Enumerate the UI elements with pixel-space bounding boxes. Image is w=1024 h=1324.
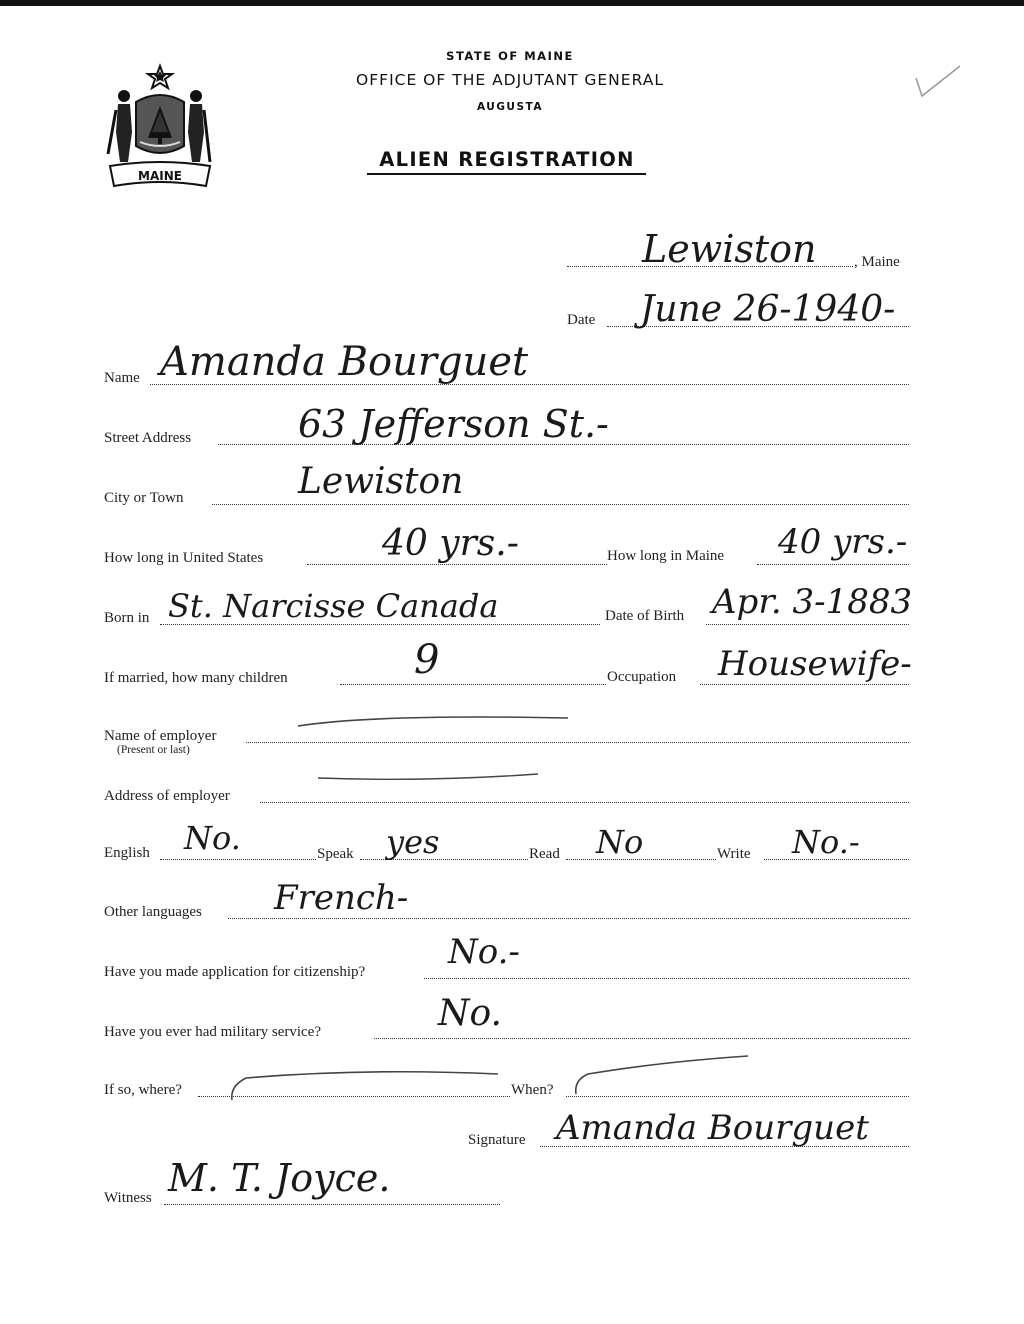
citizenship-value: No.- bbox=[448, 932, 520, 972]
write-value: No.- bbox=[792, 823, 860, 861]
military-value: No. bbox=[438, 993, 502, 1034]
children-value: 9 bbox=[414, 637, 440, 683]
citizenship-label: Have you made application for citizenship? bbox=[104, 964, 366, 980]
witness-label: Witness bbox=[104, 1190, 152, 1206]
occupation-value: Housewife- bbox=[718, 644, 912, 684]
read-value: No bbox=[596, 823, 644, 861]
write-label: Write bbox=[717, 846, 751, 862]
place-value: Lewiston bbox=[642, 227, 817, 271]
employer-address-label: Address of employer bbox=[104, 788, 230, 804]
english-label: English bbox=[104, 845, 150, 861]
city-label: City or Town bbox=[104, 490, 184, 506]
military-line bbox=[374, 1038, 909, 1039]
read-label: Read bbox=[529, 846, 560, 862]
occupation-label: Occupation bbox=[607, 669, 677, 685]
other-languages-label: Other languages bbox=[104, 904, 202, 920]
children-line bbox=[340, 684, 606, 685]
title-underline bbox=[367, 173, 646, 175]
speak-value: yes bbox=[386, 823, 440, 861]
signature-value: Amanda Bourguet bbox=[556, 1108, 869, 1148]
city-value: Lewiston bbox=[298, 461, 464, 502]
dob-value: Apr. 3-1883 bbox=[712, 582, 913, 622]
maine-duration-line bbox=[757, 564, 909, 565]
city-line bbox=[212, 504, 909, 505]
where-dash-stroke bbox=[226, 1064, 502, 1102]
employer-address-line bbox=[260, 802, 909, 803]
seal-motto: MAINE bbox=[138, 169, 182, 183]
english-line bbox=[160, 859, 316, 860]
form-title: ALIEN REGISTRATION bbox=[379, 148, 635, 171]
employer-line bbox=[246, 742, 909, 743]
employer-sublabel: (Present or last) bbox=[117, 744, 190, 756]
citizenship-line bbox=[424, 978, 909, 979]
us-duration-label: How long in United States bbox=[104, 550, 264, 566]
date-label: Date bbox=[567, 312, 596, 328]
other-languages-value: French- bbox=[274, 878, 409, 918]
english-value: No. bbox=[184, 819, 241, 857]
maine-duration-value: 40 yrs.- bbox=[778, 522, 908, 562]
witness-value: M. T. Joyce. bbox=[168, 1156, 391, 1200]
when-line bbox=[566, 1096, 909, 1097]
where-label: If so, where? bbox=[104, 1082, 182, 1098]
street-label: Street Address bbox=[104, 430, 192, 446]
street-value: 63 Jefferson St.- bbox=[298, 402, 609, 446]
us-duration-line bbox=[307, 564, 607, 565]
witness-line bbox=[164, 1204, 500, 1205]
born-in-value: St. Narcisse Canada bbox=[168, 587, 499, 625]
name-value: Amanda Bourguet bbox=[160, 339, 529, 385]
employer-label: Name of employer bbox=[104, 728, 217, 744]
when-label: When? bbox=[511, 1082, 554, 1098]
signature-label: Signature bbox=[468, 1132, 526, 1148]
dob-line bbox=[706, 624, 909, 625]
scan-top-border bbox=[0, 0, 1024, 6]
military-label: Have you ever had military service? bbox=[104, 1024, 321, 1040]
employer-dash-stroke bbox=[296, 710, 572, 734]
us-duration-value: 40 yrs.- bbox=[382, 523, 519, 564]
speak-label: Speak bbox=[317, 846, 354, 862]
employer-address-dash-stroke bbox=[316, 770, 542, 786]
check-mark-icon bbox=[912, 60, 964, 104]
dob-label: Date of Birth bbox=[605, 608, 685, 624]
office-heading: OFFICE OF THE ADJUTANT GENERAL bbox=[356, 71, 664, 89]
born-in-label: Born in bbox=[104, 610, 150, 626]
when-dash-stroke bbox=[570, 1052, 752, 1096]
city-heading: AUGUSTA bbox=[476, 101, 543, 113]
date-value: June 26-1940- bbox=[640, 289, 896, 330]
name-label: Name bbox=[104, 370, 140, 386]
maine-duration-label: How long in Maine bbox=[607, 548, 725, 564]
occupation-line bbox=[700, 684, 909, 685]
other-languages-line bbox=[228, 918, 909, 919]
children-label: If married, how many children bbox=[104, 670, 288, 686]
state-heading: STATE OF MAINE bbox=[446, 49, 574, 63]
place-suffix-label: , Maine bbox=[854, 254, 900, 270]
